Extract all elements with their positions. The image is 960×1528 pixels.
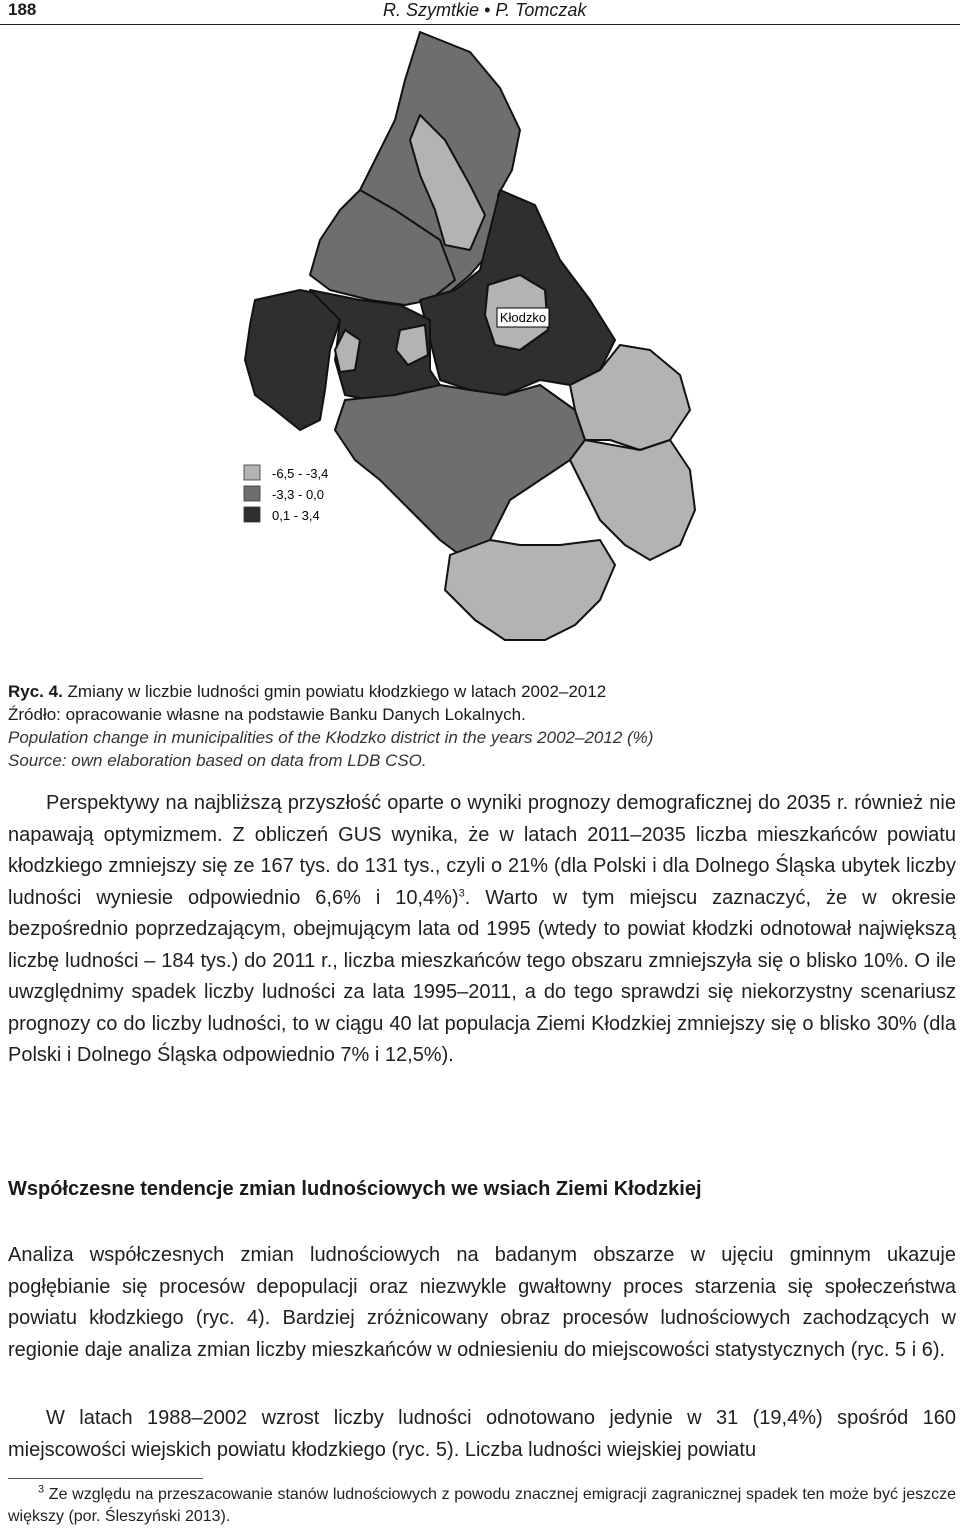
klodzko-label: Kłodzko xyxy=(499,310,547,325)
footnote-number: 3 xyxy=(38,1483,45,1496)
paragraph-2-text: Analiza współczesnych zmian ludnościowych na badanym obszarze w ujęciu gminnym ukazuje pogłębianie się procesów depopulacji oraz niezwykle gwałtowny proces starzenia się społeczeństwa powiatu kłodzkiego (ryc. 4). Bardziej zróżnicowany obraz procesów ludnościowych zachodzących w regionie daje analiza zmian liczby mieszkańców w odniesieniu do miejscowości statystycznych (ryc. 5 i 6). xyxy=(8,1244,956,1361)
page-number: 188 xyxy=(8,0,37,19)
legend-label-3: 0,1 - 3,4 xyxy=(272,508,320,523)
legend-swatch-1 xyxy=(244,465,260,480)
caption-source-pl: Źródło: opracowanie własne na podstawie Banku Danych Lokalnych. xyxy=(8,705,526,724)
figure-caption xyxy=(8,680,953,772)
header-rule xyxy=(0,24,960,25)
paragraph-1-text-b: . Warto w tym miejscu zaznaczyć, że w okresie bezpośrednio poprzedzającym, obejmującym lata od 1995 (wtedy to powiat kłodzki odnotował największą liczbę ludności – 184 tys.) do 2011 r., liczba mieszkańców tego obszaru zmniejszyła się o blisko 10%. O ile uwzględnimy spadek liczby ludności za lata 1995–2011, a do tego sprawdzi się niekorzystny scenariusz prognozy co do liczby ludności, to w ciągu 40 lat populacja Ziemi Kłodzkiej zmniejszy się o blisko 30% (dla Polski i Dolnego Śląska odpowiednio 7% i 12,5%). xyxy=(8,886,957,1066)
footnote xyxy=(8,1484,956,1528)
page-header xyxy=(0,0,960,22)
section-heading: Współczesne tendencje zmian ludnościowych we wsiach Ziemi Kłodzkiej xyxy=(8,1178,702,1200)
legend-label-1: -6,5 - -3,4 xyxy=(272,466,329,481)
caption-title-en: Population change in municipalities of the Kłodzko district in the years 2002–2012 (%) xyxy=(8,728,654,747)
legend-swatch-3 xyxy=(244,507,260,522)
footnote-text: Ze względu na przeszacowanie stanów ludnościowych z powodu znacznej emigracji zagranicznej spadek ten może być jeszcze większy (por. Śleszyński 2013). xyxy=(8,1486,956,1525)
map-region-central xyxy=(335,385,585,555)
paragraph-1-text-a: Perspektywy na najbliższą przyszłość oparte o wyniki prognozy demograficznej do 2035 r. również nie napawają optymizmem. Z obliczeń GUS wynika, że w latach 2011–2035 liczba mieszkańców powiatu kłodzkiego zmniejszy się ze 167 tys. do 131 tys., czyli o 21% (dla Polski i dla Dolnego Śląska ubytek liczby ludności wyniesie odpowiednio 6,6% i 10,4%) xyxy=(8,792,956,909)
figure-label: Ryc. 4. xyxy=(8,682,63,701)
paragraph-3-text: W latach 1988–2002 wzrost liczby ludności odnotowano jedynie w 31 (19,4%) spośród 160 miejscowości wiejskich powiatu kłodzkiego (ryc. 5). Liczba ludności wiejskiej powiatu xyxy=(8,1407,956,1461)
paragraph-3 xyxy=(8,1403,956,1466)
legend-label-2: -3,3 - 0,0 xyxy=(272,487,325,502)
choropleth-map xyxy=(0,30,960,680)
paragraph-1 xyxy=(8,788,956,1072)
map-legend xyxy=(244,465,328,523)
paragraph-2 xyxy=(8,1240,956,1366)
running-title: R. Szymtkie • P. Tomczak xyxy=(383,0,587,20)
caption-title-pl: Zmiany w liczbie ludności gmin powiatu kłodzkiego w latach 2002–2012 xyxy=(62,682,607,701)
map-region-south xyxy=(445,540,615,640)
legend-swatch-2 xyxy=(244,486,260,501)
footnote-ref-3[interactable]: 3 xyxy=(458,886,465,899)
footnote-rule xyxy=(8,1478,203,1479)
caption-source-en: Source: own elaboration based on data from LDB CSO. xyxy=(8,751,427,770)
map-region-west xyxy=(245,290,340,430)
